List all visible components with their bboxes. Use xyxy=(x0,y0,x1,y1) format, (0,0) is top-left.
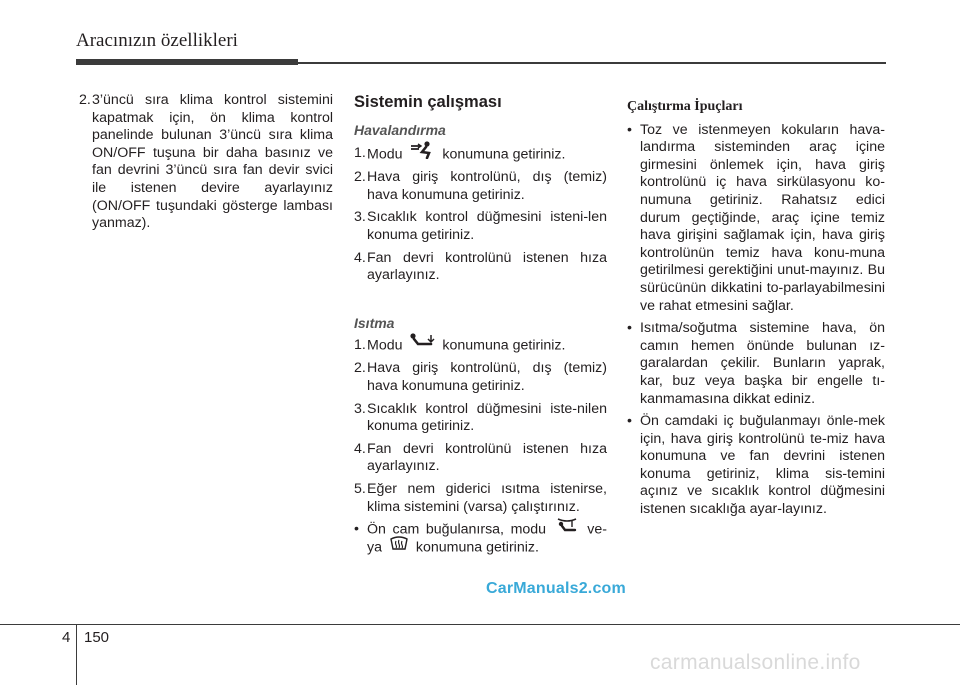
bullet: • xyxy=(627,121,632,138)
list-item xyxy=(354,360,607,395)
item-text: Ön camdaki iç buğulanmayı önle-mek için, hava giriş kontrolünü te-miz hava konumuna ve fan devrini istenen konuma getiriniz, klima sis-temini açınız ve sıcaklık kontrol düğmesini istenen sıcaklığa ayar-layınız. xyxy=(640,413,885,518)
item-text: ve-ya xyxy=(367,521,607,556)
item-text: Sıcaklık kontrol düğmesini isteni-len konuma getiriniz. xyxy=(367,209,607,243)
item-number: 1. xyxy=(354,337,366,354)
item-text: Hava giriş kontrolünü, dış (temiz) hava konumuna getiriniz. xyxy=(367,169,607,203)
bullet: • xyxy=(627,413,632,430)
bullet: • xyxy=(627,320,632,337)
item-number: 5. xyxy=(354,481,366,498)
column-right xyxy=(627,92,885,524)
floor-defrost-mode-icon xyxy=(556,517,578,539)
item-text: konumuna getiriniz. xyxy=(415,539,539,556)
footer-brand-watermark: carmanualsonline.info xyxy=(650,651,861,674)
item-number: 4. xyxy=(354,249,366,266)
item-text: Modu xyxy=(367,146,403,163)
watermark-link[interactable]: CarManuals2.com xyxy=(486,580,626,597)
section-title: Sistemin çalışması xyxy=(354,93,502,111)
page-number: 150 xyxy=(84,629,110,646)
list-item xyxy=(354,169,607,204)
item-text: 3’üncü sıra klima kontrol sistemini kapatmak için, ön klima kontrol panelinde bulunan 3’üncü sıra klima ON/OFF tuşuna bir daha basınız ve fan devrini 3’üncü sıra fan devir svici ile istenen devire ayarlayınız (ON/OFF tuşundaki gösterge lambası yanmaz). xyxy=(92,92,333,232)
item-text: konumuna getiriniz. xyxy=(442,146,566,163)
item-text: Modu xyxy=(367,337,403,354)
item-text: Hava giriş kontrolünü, dış (temiz) hava konumuna getiriniz. xyxy=(367,360,607,395)
tips-title: Çalıştırma İpuçları xyxy=(627,99,743,114)
footer-divider xyxy=(76,624,77,685)
list-item xyxy=(354,337,607,355)
item-text: Eğer nem giderici ısıtma istenirse, klima sistemini (varsa) çalıştırınız. xyxy=(367,481,607,515)
column-left xyxy=(79,92,333,238)
item-text: Fan devri kontrolünü istenen hıza ayarlayınız. xyxy=(367,249,607,284)
list-item xyxy=(354,250,607,285)
item-number: 2. xyxy=(354,169,366,186)
list-item xyxy=(627,413,885,519)
list-item xyxy=(354,145,607,165)
floor-heat-mode-icon xyxy=(409,333,435,355)
item-text: konumuna getiriniz. xyxy=(442,337,566,354)
footer-rule xyxy=(0,624,960,625)
chapter-number: 4 xyxy=(62,629,71,646)
list-item xyxy=(627,320,885,408)
list-item xyxy=(354,401,607,436)
item-number: 3. xyxy=(354,209,366,226)
item-text: Isıtma/soğutma sistemine hava, ön camın hemen önünde bulunan ız-garalardan çekilir. Bunların yaprak, kar, buz veya başka bir engelle tı-kanmamasına dikkat ediniz. xyxy=(640,320,885,407)
column-middle xyxy=(354,92,607,563)
list-item xyxy=(354,481,607,516)
bullet: • xyxy=(354,521,359,538)
face-vent-mode-icon xyxy=(409,141,435,165)
item-number: 1. xyxy=(354,144,366,161)
item-number: 2. xyxy=(354,360,366,377)
header-rule xyxy=(298,62,886,64)
windshield-defrost-icon xyxy=(389,535,409,557)
item-number: 4. xyxy=(354,440,366,457)
item-text: Ön cam buğulanırsa, modu xyxy=(367,521,547,538)
section-header-title: Aracınızın özellikleri xyxy=(76,30,238,51)
item-number: 3. xyxy=(354,400,366,417)
item-text: Sıcaklık kontrol düğmesini iste-nilen konuma getiriniz. xyxy=(367,400,607,435)
list-item xyxy=(354,441,607,476)
list-item xyxy=(354,521,607,557)
list-item xyxy=(79,92,333,233)
header-accent-bar xyxy=(76,59,298,65)
item-text: Fan devri kontrolünü istenen hıza ayarlayınız. xyxy=(367,440,607,475)
subsection-title-ventilation: Havalandırma xyxy=(354,122,446,138)
subsection-title-heating: Isıtma xyxy=(354,314,395,331)
list-item xyxy=(627,122,885,316)
item-number: 2. xyxy=(79,92,91,108)
item-text: Toz ve istenmeyen kokuların hava-landırma sisteminden araç içine girmesini önlemek için, hava giriş kontrolünü iç hava sirkülasyonu ko-numuna getiriniz. Rahatsız edici durum geçtiğinde, araç içine temiz hava girişini sağlamak için, hava giriş kontrolünün temiz hava konu-muna getirilmesi gerektiğini unut-mayınız. Bu sürücünün dikkatini to-parlayabilmesini ve rahat etmesini sağlar. xyxy=(640,121,885,314)
list-item xyxy=(354,209,607,244)
